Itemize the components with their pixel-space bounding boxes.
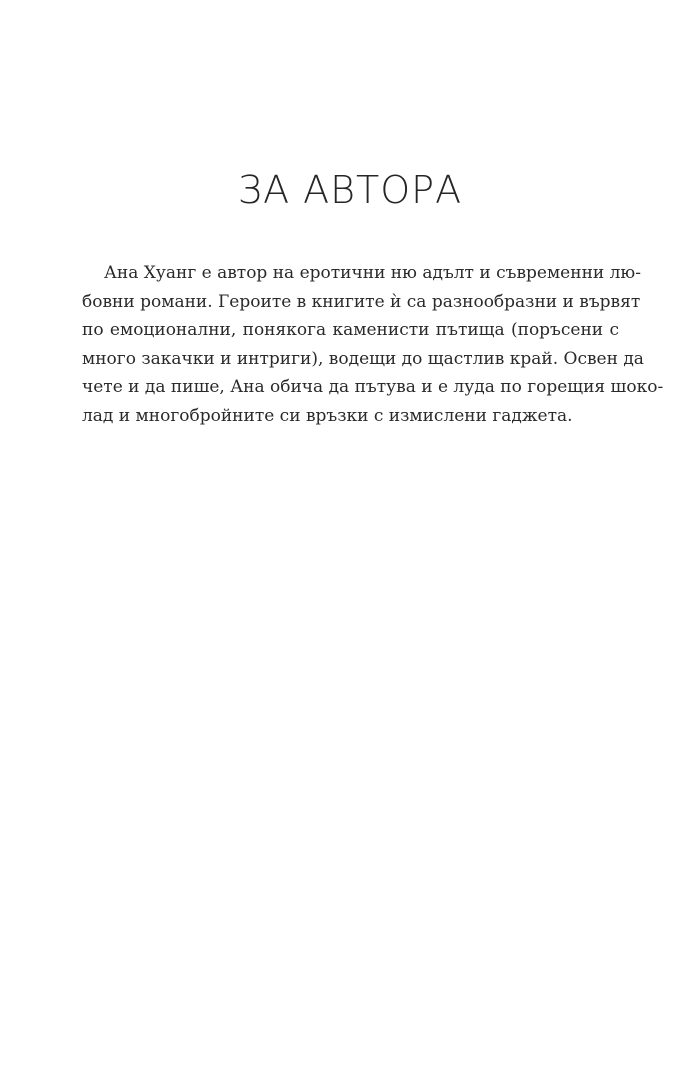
author-bio-paragraph: [82, 259, 664, 430]
paragraph-line: много закачки и интриги), водещи до щастлив край. Освен да: [82, 348, 644, 369]
paragraph-line: чете и да пише, Ана обича да пътува и е луда по горещия шоко-: [82, 377, 664, 397]
page-title: ЗА АВТОРА: [237, 168, 463, 212]
paragraph-line: лад и многобройните си връзки с измислени гаджета.: [82, 405, 573, 426]
paragraph-line: бовни романи. Героите в книгите ѝ са разнообразни и вървят: [82, 291, 641, 312]
paragraph-line: по емоционални, понякога каменисти пътища (поръсени с: [82, 320, 619, 340]
paragraph-line: Ана Хуанг е автор на еротични ню адълт и съвременни лю-: [104, 263, 641, 283]
